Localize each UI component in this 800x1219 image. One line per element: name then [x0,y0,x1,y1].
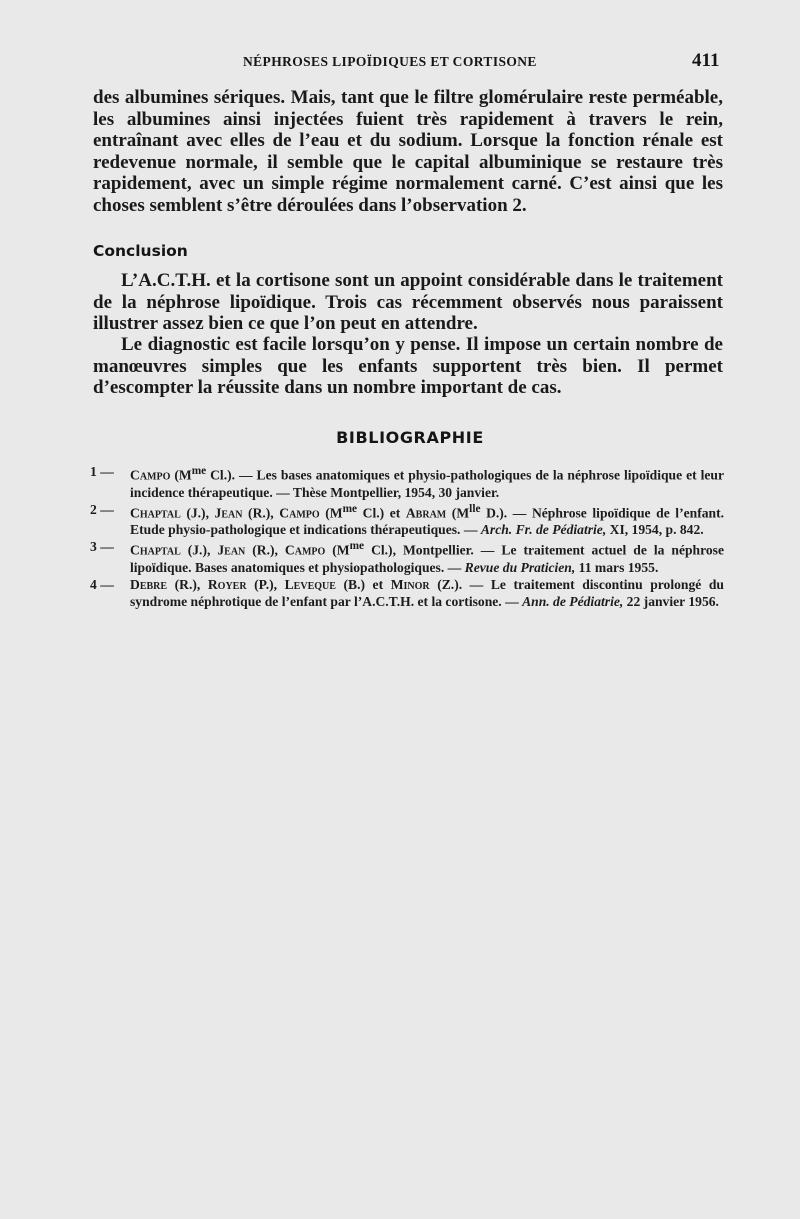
author-name: Minor [390,576,430,592]
entry-text: — Néphrose lipoïdique de l’enfant. Etude physio-pathologique et indications thérapeutiques. — [130,505,725,538]
author-detail: (M [170,467,192,483]
entry-number: 1 — [90,464,114,479]
author-name: Leveque [284,576,336,592]
bibliography-entry-3 [90,538,724,576]
author-detail: D.). [480,505,508,521]
author-name: Jean [217,542,246,558]
author-name: Chaptal [130,542,181,558]
author-title-sup: me [191,465,207,477]
bibliography-entry-1 [90,463,724,501]
author-detail: (R.), [167,576,208,592]
author-name: Royer [207,576,247,592]
author-title-sup: lle [469,502,481,515]
entry-tail: 22 janvier 1956. [623,593,719,609]
author-detail: Cl.), [364,542,396,558]
author-detail: (R.), [242,505,280,521]
author-name: Campo [284,542,326,558]
journal-title: Arch. Fr. de Pédiatrie, [480,522,607,538]
author-detail: (J.), [180,542,218,558]
author-detail: (P.), [246,576,285,592]
entry-number: 3 — [90,539,114,555]
author-title-sup: me [342,502,358,515]
paragraph-albumines: des albumines sériques. Mais, tant que le filtre glomérulaire reste perméable, les albumines ainsi injectées fuient très rapidement à travers le rein, entraînant avec elles de l’eau et du sodium. Lorsque la fonction rénale est redevenue normale, il semble que le capital albuminique se restaure très rapidement, avec un simple régime normalement carné. C’est ainsi que les choses semblent s’être déroulées dans l’observation 2. [93,87,723,216]
author-detail: (R.), [245,542,285,558]
paragraph-conclusion: L’A.C.T.H. et la cortisone sont un appoint considérable dans le traitement de la néphrose lipoïdique. Trois cas récemment observés nous paraissent illustrer assez bien ce que l’on peut en attendre. [93,270,723,334]
author-name: Abram [405,505,447,521]
journal-title: Revue du Praticien, [464,559,576,575]
running-header [0,50,800,74]
author-detail: (M [325,542,350,558]
entry-text: — Le traitement discontinu prolongé du syndrome néphrotique de l’enfant par l’A.C.T.H. et la cortisone. — [130,576,724,609]
author-detail: (J.), [180,505,215,521]
journal-title: Ann. de Pédiatrie, [522,593,624,609]
author-detail: Cl.). [206,467,236,483]
conclusion-heading: Conclusion [93,242,188,260]
entry-text: — Les bases anatomiques et physio-pathologiques de la néphrose lipoïdique et leur incidence thérapeutique. — Thèse Montpellier, 1954, 30 janvier. [130,467,724,500]
bibliography-heading: BIBLIOGRAPHIE [336,428,484,447]
bibliography-entry-2 [90,501,724,539]
running-title: NÉPHROSES LIPOÏDIQUES ET CORTISONE [243,54,537,69]
author-name: Debre [130,576,168,592]
page-number: 411 [692,50,720,71]
author-detail: (M [319,505,343,521]
entry-tail: 11 mars 1955. [575,559,659,575]
entry-tail: XI, 1954, p. 842. [606,522,704,538]
bibliography-list [90,463,724,610]
author-name: Chaptal [130,505,181,521]
author-detail: (Z.). [429,576,463,592]
paragraph-diagnostic: Le diagnostic est facile lorsqu’on y pense. Il impose un certain nombre de manœuvres simples que les enfants supportent très bien. Il permet d’escompter la réussite dans un nombre important de cas. [93,334,723,398]
author-name: Campo [130,467,171,483]
author-title-sup: me [349,540,365,553]
bibliography-entry-4 [90,576,724,610]
author-detail: (M [446,505,470,521]
author-name: Jean [214,505,243,521]
author-detail: Cl.) et [357,505,406,521]
entry-text: Montpellier. — Le traitement actuel de la néphrose lipoïdique. Bases anatomiques et physiopathologiques. — [130,542,725,575]
entry-number: 2 — [90,501,114,517]
author-name: Campo [279,505,320,521]
author-detail: (B.) et [335,576,391,592]
entry-number: 4 — [90,576,114,592]
